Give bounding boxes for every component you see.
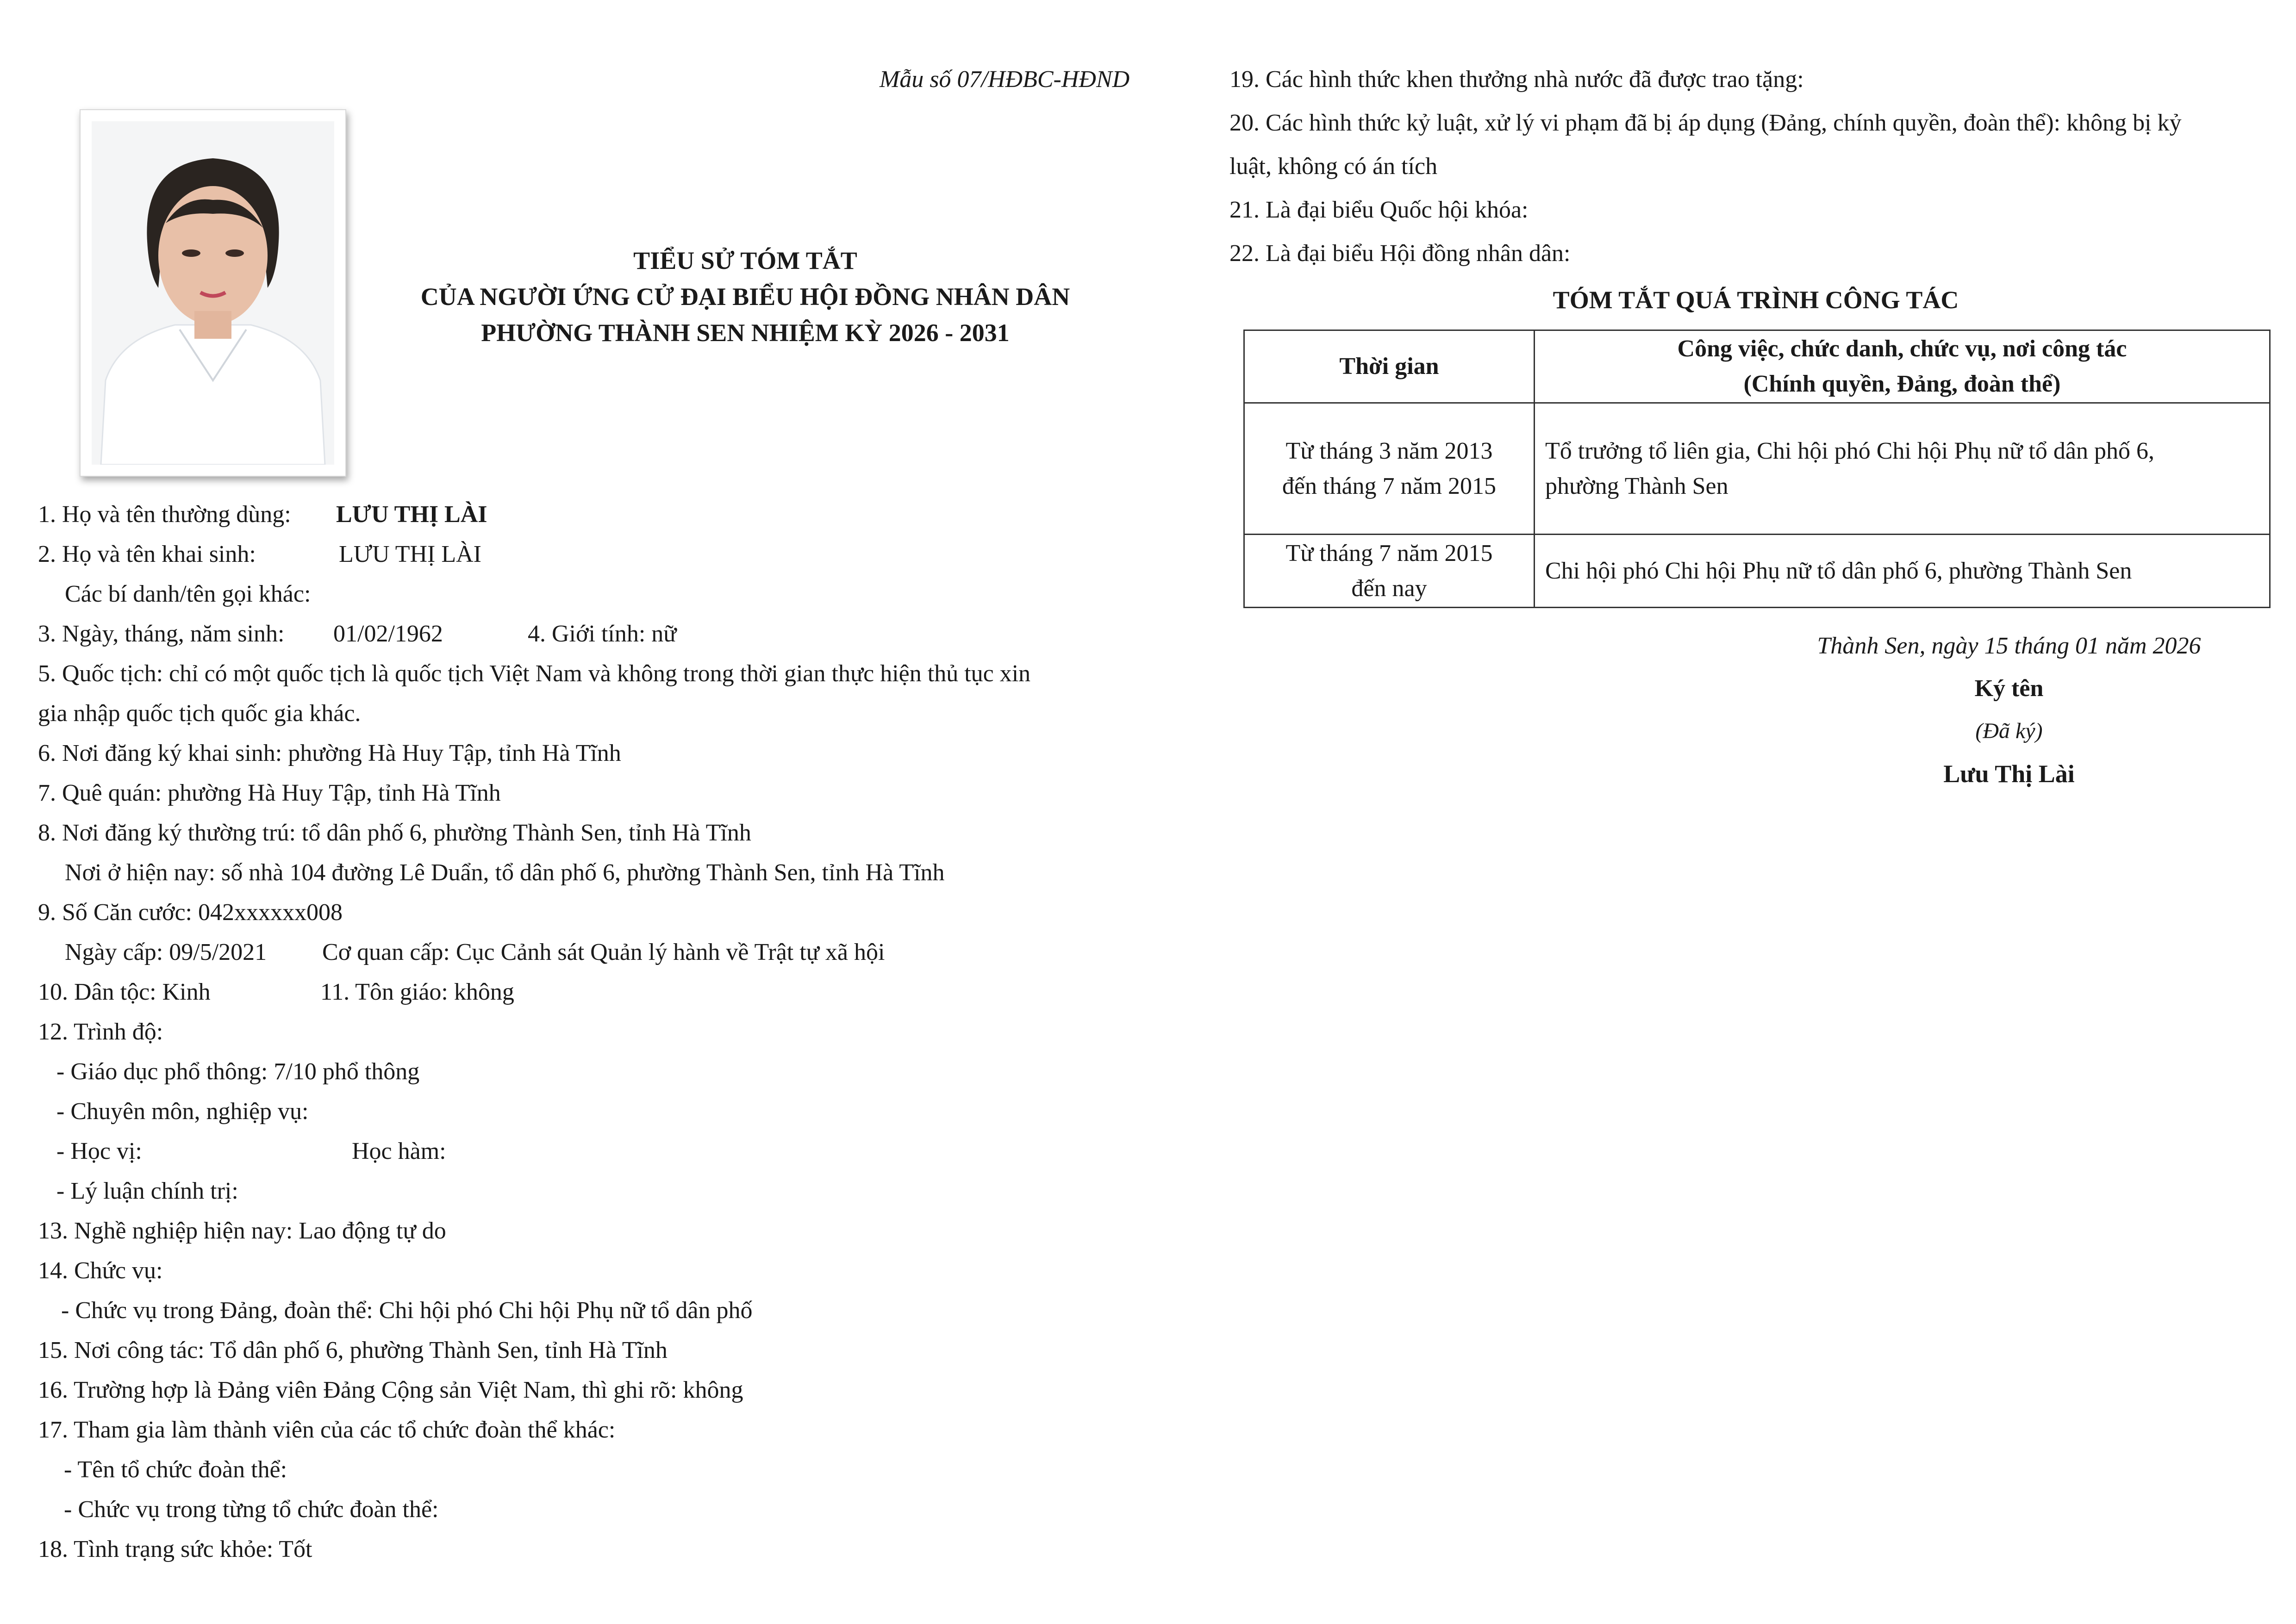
item-2-value: LƯU THỊ LÀI	[339, 541, 481, 567]
table-row	[1244, 535, 2270, 608]
item-3-label: 3. Ngày, tháng, năm sinh:	[38, 621, 285, 647]
item-21: 21. Là đại biểu Quốc hội khóa:	[1229, 197, 1529, 223]
item-8-current-address: Nơi ở hiện nay: số nhà 104 đường Lê Duẩn, tổ dân phố 6, phường Thành Sen, tỉnh Hà Tĩnh	[65, 859, 945, 886]
item-17-position: - Chức vụ trong từng tổ chức đoàn thể:	[64, 1496, 439, 1523]
item-12-specialty: - Chuyên môn, nghiệp vụ:	[56, 1098, 309, 1125]
item-20-line-1: 20. Các hình thức kỷ luật, xử lý vi phạm đã bị áp dụng (Đảng, chính quyền, đoàn thể): không bị kỷ	[1229, 110, 2182, 136]
row-1-job-line-1: Tổ trưởng tổ liên gia, Chi hội phó Chi hội Phụ nữ tổ dân phố 6,	[1545, 437, 2154, 464]
item-19: 19. Các hình thức khen thưởng nhà nước đã được trao tặng:	[1229, 66, 1804, 93]
item-22: 22. Là đại biểu Hội đồng nhân dân:	[1229, 240, 1571, 267]
row-1-job-line-2: phường Thành Sen	[1545, 473, 1728, 499]
row-2-time-line-1: Từ tháng 7 năm 2015	[1285, 540, 1493, 566]
item-15: 15. Nơi công tác: Tổ dân phố 6, phường Thành Sen, tỉnh Hà Tĩnh	[38, 1337, 668, 1363]
item-3-value: 01/02/1962	[333, 621, 443, 647]
row-1-job	[1535, 403, 2270, 535]
item-1-value: LƯU THỊ LÀI	[336, 501, 487, 528]
item-7: 7. Quê quán: phường Hà Huy Tập, tỉnh Hà Tĩnh	[38, 780, 501, 806]
item-14: 14. Chức vụ:	[38, 1257, 163, 1284]
item-11: 11. Tôn giáo: không	[320, 979, 514, 1005]
item-10: 10. Dân tộc: Kinh	[38, 979, 211, 1005]
item-17-organization: - Tên tổ chức đoàn thể:	[64, 1456, 287, 1483]
work-history-heading: TÓM TẮT QUÁ TRÌNH CÔNG TÁC	[1553, 286, 1959, 314]
col-time-header: Thời gian	[1244, 330, 1535, 403]
item-12-degree: - Học vị:	[56, 1138, 142, 1164]
form-number: Mẫu số 07/HĐBC-HĐND	[880, 66, 1130, 93]
alias-label: Các bí danh/tên gọi khác:	[65, 581, 311, 607]
item-9-issue-date: Ngày cấp: 09/5/2021	[65, 939, 267, 965]
item-5-line-1: 5. Quốc tịch: chỉ có một quốc tịch là quốc tịch Việt Nam và không trong thời gian thực hiện thủ tục xin	[38, 660, 1031, 687]
row-1-time-line-2: đến tháng 7 năm 2015	[1282, 473, 1497, 499]
item-16: 16. Trường hợp là Đảng viên Đảng Cộng sản Việt Nam, thì ghi rõ: không	[38, 1377, 743, 1403]
item-5-line-2: gia nhập quốc tịch quốc gia khác.	[38, 700, 361, 727]
item-12: 12. Trình độ:	[38, 1019, 163, 1045]
row-1-time-line-1: Từ tháng 3 năm 2013	[1285, 437, 1493, 464]
item-12-political-theory: - Lý luận chính trị:	[56, 1178, 238, 1204]
item-4: 4. Giới tính: nữ	[528, 621, 677, 647]
title-line-2: CỦA NGƯỜI ỨNG CỬ ĐẠI BIỂU HỘI ĐỒNG NHÂN DÂN	[420, 283, 1070, 311]
item-12-general-education: - Giáo dục phổ thông: 7/10 phổ thông	[56, 1058, 420, 1085]
signed-note: (Đã ký)	[1975, 719, 2043, 743]
item-9-issuing-agency: Cơ quan cấp: Cục Cảnh sát Quản lý hành về Trật tự xã hội	[322, 939, 885, 965]
item-14-party-position: - Chức vụ trong Đảng, đoàn thể: Chi hội phó Chi hội Phụ nữ tổ dân phố	[61, 1297, 753, 1324]
item-12-academic-title: Học hàm:	[352, 1138, 446, 1164]
work-history-table	[1243, 330, 2271, 608]
row-1-time	[1244, 403, 1535, 535]
portrait-image	[92, 121, 334, 465]
signature-block	[1741, 625, 2277, 667]
col-job-header-line-1: Công việc, chức danh, chức vụ, nơi công tác	[1677, 336, 2127, 362]
col-job-header-line-2: (Chính quyền, Đảng, đoàn thể)	[1743, 371, 2061, 397]
item-1-label: 1. Họ và tên thường dùng:	[38, 501, 291, 528]
portrait-photo	[80, 109, 346, 477]
title-line-1: TIỂU SỬ TÓM TẮT	[633, 247, 857, 274]
sign-label: Ký tên	[1974, 675, 2044, 702]
item-13: 13. Nghề nghiệp hiện nay: Lao động tự do	[38, 1218, 446, 1244]
item-2-label: 2. Họ và tên khai sinh:	[38, 541, 256, 567]
item-8: 8. Nơi đăng ký thường trú: tổ dân phố 6, phường Thành Sen, tỉnh Hà Tĩnh	[38, 820, 751, 846]
signer-name: Lưu Thị Lài	[1943, 760, 2075, 788]
row-2-time	[1244, 535, 1535, 608]
document-title	[398, 243, 1092, 351]
item-20-line-2: luật, không có án tích	[1229, 153, 1438, 180]
col-job-header	[1535, 330, 2270, 403]
table-row	[1244, 403, 2270, 535]
signature-place-date: Thành Sen, ngày 15 tháng 01 năm 2026	[1817, 633, 2201, 659]
item-9: 9. Số Căn cước: 042xxxxxx008	[38, 899, 343, 926]
row-2-time-line-2: đến nay	[1351, 575, 1427, 602]
title-line-3: PHƯỜNG THÀNH SEN NHIỆM KỲ 2026 - 2031	[481, 319, 1010, 347]
item-18: 18. Tình trạng sức khỏe: Tốt	[38, 1536, 312, 1562]
row-2-job	[1535, 535, 2270, 608]
row-2-job-line-1: Chi hội phó Chi hội Phụ nữ tổ dân phố 6, phường Thành Sen	[1545, 557, 2132, 584]
table-header-row	[1244, 330, 2270, 403]
item-6: 6. Nơi đăng ký khai sinh: phường Hà Huy Tập, tỉnh Hà Tĩnh	[38, 740, 621, 766]
item-17: 17. Tham gia làm thành viên của các tổ chức đoàn thể khác:	[38, 1417, 616, 1443]
